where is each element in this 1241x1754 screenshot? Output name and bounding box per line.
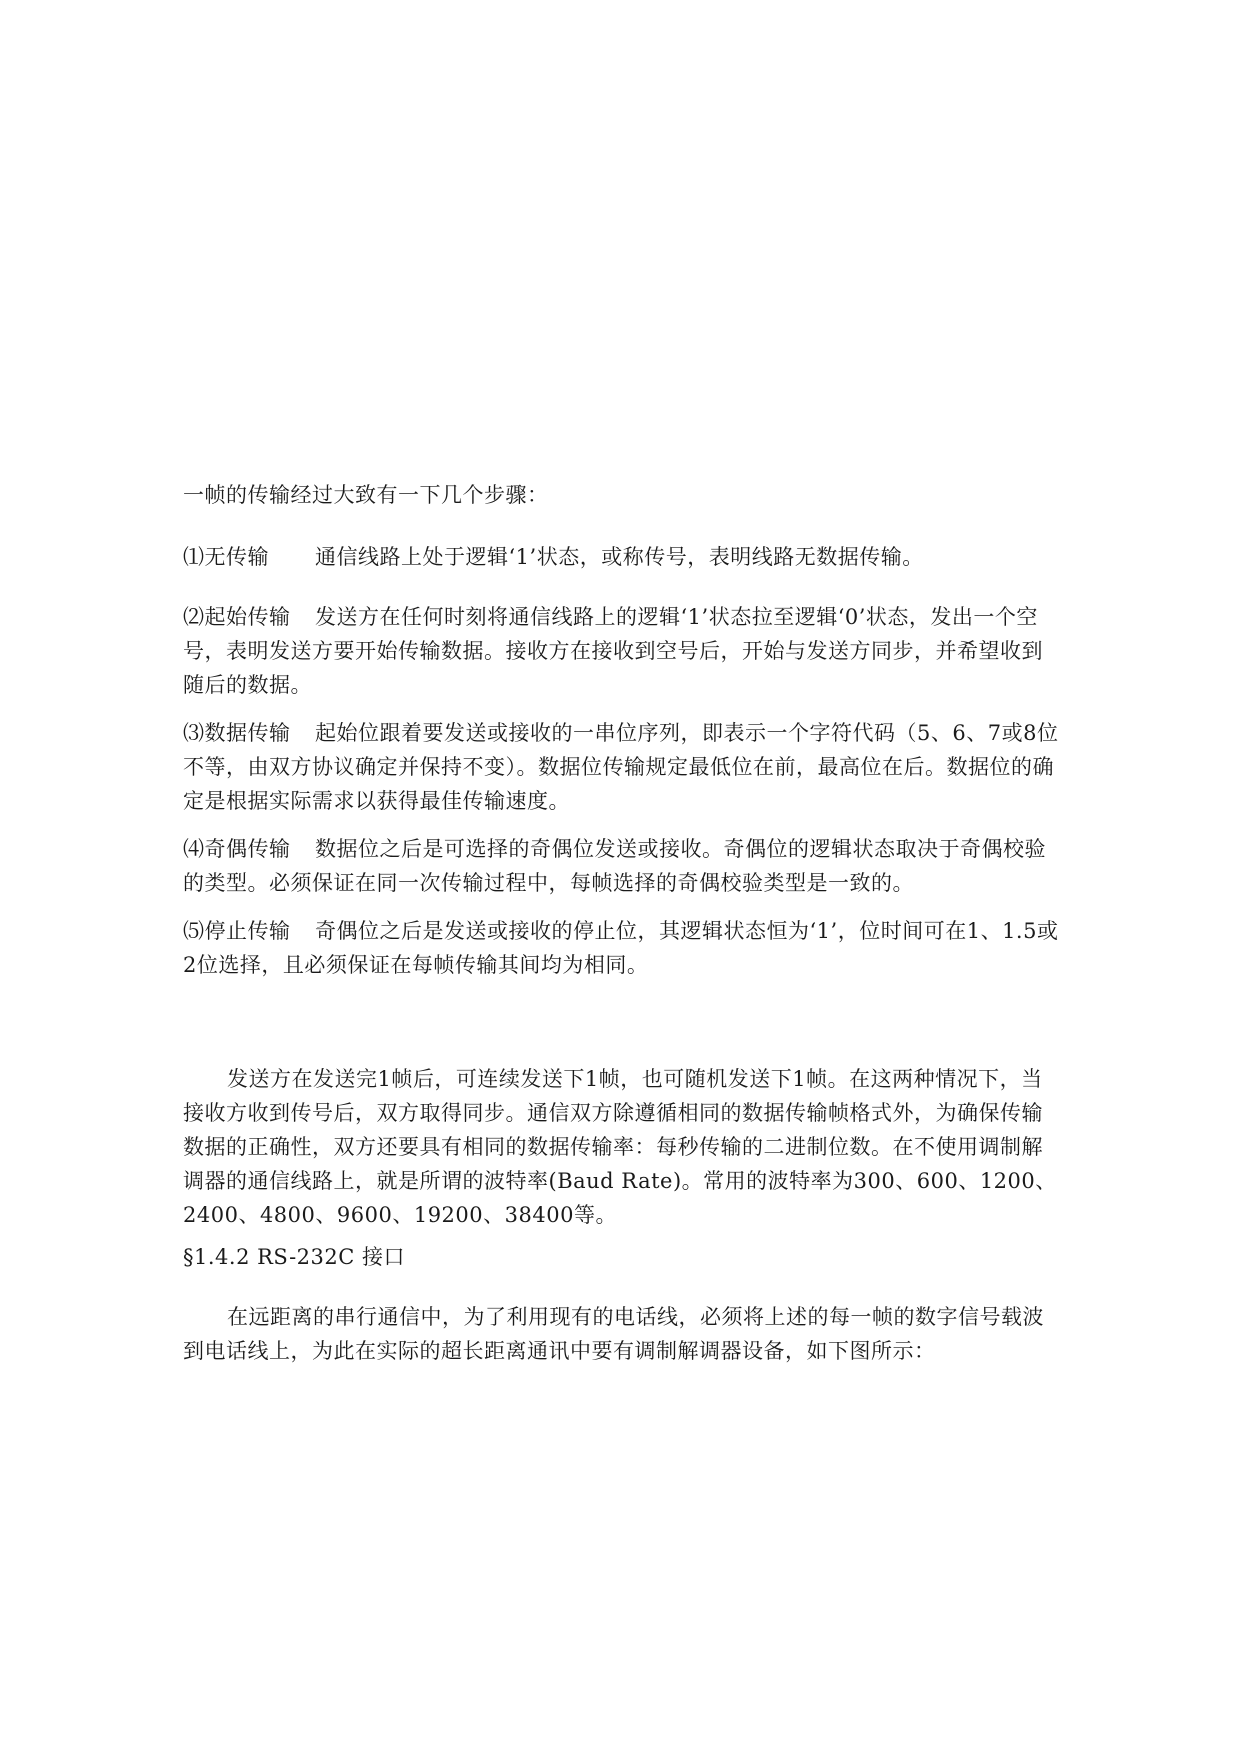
step-4 [183, 832, 1061, 900]
section-heading: §1.4.2 RS-232C 接口 [183, 1245, 405, 1269]
step-3-text: 起始位跟着要发送或接收的一串位序列，即表示一个字符代码（5、6、7或8位不等，由双方协议确定并保持不变）。数据位传输规定最低位在前，最高位在后。数据位的确定是根据实际需求以获得最佳传输速度。 [183, 721, 1059, 813]
step-5 [183, 914, 1061, 982]
step-5-text: 奇偶位之后是发送或接收的停止位，其逻辑状态恒为‘1’，位时间可在1、1.5或2位选择，且必须保证在每帧传输其间均为相同。 [183, 919, 1059, 977]
step-2-text: 发送方在任何时刻将通信线路上的逻辑‘1’状态拉至逻辑‘0’状态，发出一个空号，表明发送方要开始传输数据。接收方在接收到空号后，开始与发送方同步，并希望收到随后的数据。 [183, 605, 1043, 697]
step-1 [183, 540, 1061, 574]
step-1-text: 通信线路上处于逻辑‘1’状态，或称传号，表明线路无数据传输。 [315, 545, 924, 569]
step-3-label: ⑶数据传输 [183, 721, 291, 745]
step-1-label: ⑴无传输 [183, 545, 269, 569]
intro-line: 一帧的传输经过大致有一下几个步骤： [183, 483, 549, 507]
step-4-label: ⑷奇偶传输 [183, 837, 291, 861]
step-5-label: ⑸停止传输 [183, 919, 291, 943]
step-4-text: 数据位之后是可选择的奇偶位发送或接收。奇偶位的逻辑状态取决于奇偶校验的类型。必须保证在同一次传输过程中，每帧选择的奇偶校验类型是一致的。 [183, 837, 1046, 895]
step-3 [183, 716, 1061, 818]
paragraph-modem: 在远距离的串行通信中，为了利用现有的电话线，必须将上述的每一帧的数字信号载波到电话线上，为此在实际的超长距离通讯中要有调制解调器设备，如下图所示： [183, 1305, 1044, 1363]
step-2 [183, 600, 1061, 702]
step-2-label: ⑵起始传输 [183, 605, 291, 629]
paragraph-baud-rate: 发送方在发送完1帧后，可连续发送下1帧，也可随机发送下1帧。在这两种情况下，当接收方收到传号后，双方取得同步。通信双方除遵循相同的数据传输帧格式外，为确保传输数据的正确性，双方还要具有相同的数据传输率：每秒传输的二进制位数。在不使用调制解调器的通信线路上，就是所谓的波特率(Baud Rate)。常用的波特率为300、600、1200、2400、4800、9600、19200、38400等。 [183, 1067, 1057, 1227]
